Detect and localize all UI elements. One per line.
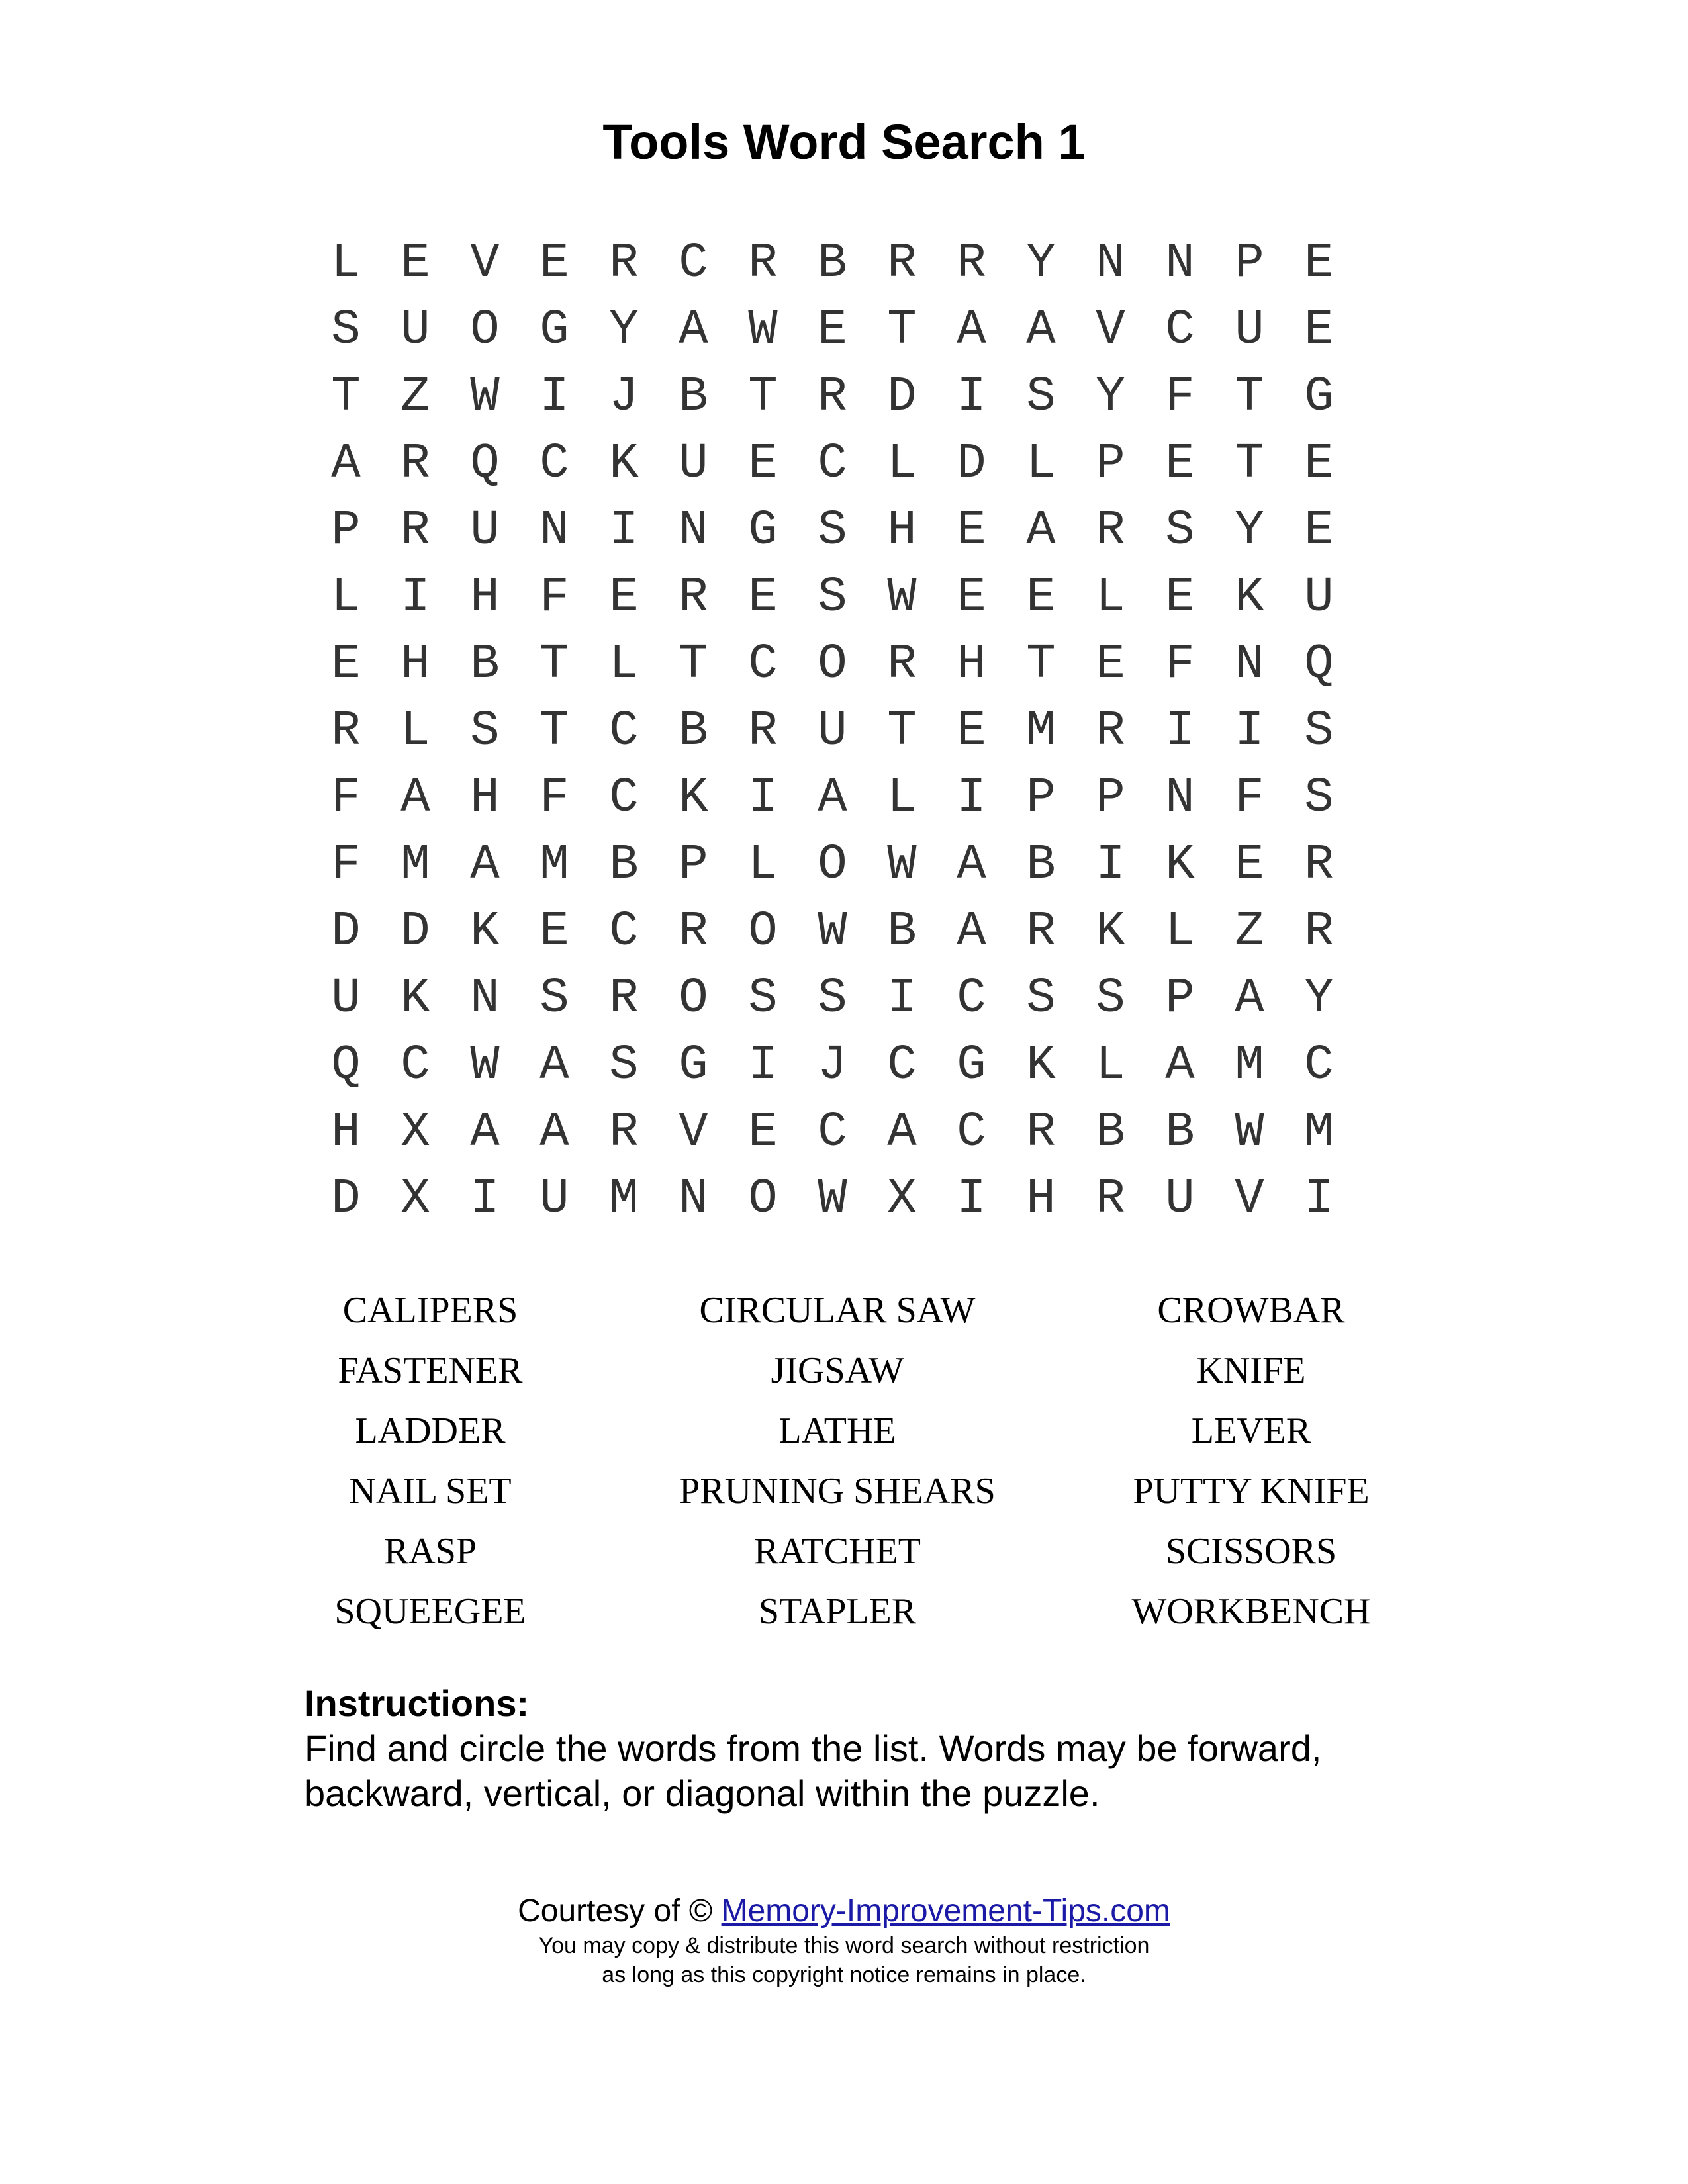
- grid-letter: M: [609, 1171, 639, 1227]
- grid-letter: N: [539, 503, 569, 559]
- grid-letter: U: [1304, 570, 1334, 625]
- grid-letter: R: [818, 369, 847, 425]
- grid-letter: E: [748, 436, 778, 492]
- grid-letter: N: [679, 1171, 708, 1227]
- grid-letter: I: [400, 570, 430, 625]
- grid-letter: H: [331, 1105, 361, 1160]
- page-title: Tools Word Search 1: [602, 114, 1086, 169]
- grid-letter: M: [1304, 1105, 1334, 1160]
- grid-letter: I: [1304, 1171, 1334, 1227]
- grid-letter: T: [748, 369, 778, 425]
- grid-letter: T: [1026, 637, 1056, 692]
- grid-letter: I: [748, 1038, 778, 1093]
- grid-letter: W: [470, 1038, 500, 1093]
- grid-letter: C: [400, 1038, 430, 1093]
- grid-letter: C: [609, 770, 639, 826]
- grid-letter: I: [957, 770, 986, 826]
- grid-letter: S: [818, 570, 847, 625]
- grid-letter: E: [748, 570, 778, 625]
- grid-letter: A: [887, 1105, 917, 1160]
- grid-letter: L: [609, 637, 639, 692]
- grid-letter: S: [609, 1038, 639, 1093]
- grid-letter: S: [1304, 770, 1334, 826]
- grid-letter: H: [1026, 1171, 1056, 1227]
- grid-letter: R: [1026, 904, 1056, 960]
- grid-letter: D: [331, 904, 361, 960]
- grid-letter: O: [818, 637, 847, 692]
- grid-letter: W: [887, 837, 917, 893]
- grid-letter: N: [1165, 770, 1195, 826]
- grid-letter: B: [1165, 1105, 1195, 1160]
- grid-letter: I: [887, 971, 917, 1026]
- instructions-line-1: Find and circle the words from the list. Words may be forward,: [305, 1727, 1322, 1769]
- grid-letter: E: [1096, 637, 1125, 692]
- grid-letter: R: [400, 503, 430, 559]
- word-list-item: FASTENER: [338, 1350, 523, 1391]
- word-list-item: LEVER: [1191, 1410, 1311, 1451]
- grid-letter: T: [1235, 436, 1264, 492]
- grid-row: [311, 1099, 1383, 1166]
- grid-letter: O: [470, 302, 500, 358]
- grid-letter: R: [609, 971, 639, 1026]
- grid-letter: K: [609, 436, 639, 492]
- grid-letter: F: [331, 770, 361, 826]
- grid-letter: G: [748, 503, 778, 559]
- grid-letter: R: [1096, 1171, 1125, 1227]
- grid-letter: E: [400, 236, 430, 291]
- grid-row: [311, 498, 1383, 565]
- grid-letter: C: [957, 1105, 986, 1160]
- grid-letter: R: [609, 236, 639, 291]
- grid-row: [311, 297, 1383, 364]
- grid-letter: P: [1096, 436, 1125, 492]
- grid-letter: M: [1026, 704, 1056, 759]
- grid-letter: D: [957, 436, 986, 492]
- grid-letter: E: [957, 570, 986, 625]
- grid-letter: B: [679, 369, 708, 425]
- grid-letter: X: [400, 1171, 430, 1227]
- grid-letter: W: [818, 904, 847, 960]
- grid-letter: A: [1165, 1038, 1195, 1093]
- grid-letter: U: [1235, 302, 1264, 358]
- grid-letter: S: [1026, 971, 1056, 1026]
- grid-letter: C: [957, 971, 986, 1026]
- word-list-item: LADDER: [355, 1410, 506, 1451]
- grid-letter: C: [818, 1105, 847, 1160]
- grid-letter: L: [1165, 904, 1195, 960]
- grid-letter: A: [1026, 503, 1056, 559]
- grid-letter: P: [331, 503, 361, 559]
- grid-letter: I: [1235, 704, 1264, 759]
- grid-letter: C: [1304, 1038, 1334, 1093]
- grid-letter: B: [609, 837, 639, 893]
- grid-letter: O: [748, 1171, 778, 1227]
- grid-letter: F: [1235, 770, 1264, 826]
- grid-letter: S: [818, 971, 847, 1026]
- grid-letter: I: [539, 369, 569, 425]
- grid-letter: B: [470, 637, 500, 692]
- grid-letter: F: [331, 837, 361, 893]
- grid-letter: R: [331, 704, 361, 759]
- grid-letter: K: [679, 770, 708, 826]
- grid-letter: A: [679, 302, 708, 358]
- word-search-grid: [311, 230, 1383, 1233]
- grid-letter: E: [1165, 436, 1195, 492]
- grid-letter: U: [470, 503, 500, 559]
- grid-letter: Y: [609, 302, 639, 358]
- grid-letter: J: [818, 1038, 847, 1093]
- grid-letter: P: [1235, 236, 1264, 291]
- grid-letter: U: [679, 436, 708, 492]
- instructions-heading: Instructions:: [305, 1682, 530, 1724]
- grid-row: [311, 565, 1383, 631]
- grid-letter: H: [400, 637, 430, 692]
- grid-letter: R: [609, 1105, 639, 1160]
- grid-letter: S: [331, 302, 361, 358]
- grid-letter: L: [748, 837, 778, 893]
- grid-letter: E: [957, 503, 986, 559]
- instructions-line-2: backward, vertical, or diagonal within the puzzle.: [305, 1772, 1100, 1814]
- grid-letter: P: [1026, 770, 1056, 826]
- word-list-item: PRUNING SHEARS: [679, 1471, 996, 1512]
- footer: [0, 1891, 1688, 1989]
- word-list-item: KNIFE: [1196, 1350, 1306, 1391]
- grid-letter: G: [679, 1038, 708, 1093]
- grid-letter: I: [957, 369, 986, 425]
- grid-row: [311, 431, 1383, 498]
- grid-letter: A: [331, 436, 361, 492]
- grid-letter: X: [400, 1105, 430, 1160]
- grid-letter: A: [400, 770, 430, 826]
- grid-letter: L: [887, 436, 917, 492]
- grid-letter: G: [539, 302, 569, 358]
- grid-letter: E: [609, 570, 639, 625]
- grid-letter: Y: [1304, 971, 1334, 1026]
- grid-letter: T: [1235, 369, 1264, 425]
- grid-letter: A: [957, 837, 986, 893]
- grid-letter: M: [400, 837, 430, 893]
- grid-letter: R: [679, 570, 708, 625]
- grid-letter: L: [1096, 570, 1125, 625]
- grid-letter: T: [887, 302, 917, 358]
- grid-row: [311, 364, 1383, 431]
- grid-row: [311, 832, 1383, 899]
- grid-letter: C: [609, 704, 639, 759]
- grid-letter: S: [470, 704, 500, 759]
- grid-letter: Y: [1026, 236, 1056, 291]
- grid-letter: A: [1026, 302, 1056, 358]
- grid-letter: B: [887, 904, 917, 960]
- grid-letter: M: [1235, 1038, 1264, 1093]
- grid-letter: M: [539, 837, 569, 893]
- grid-letter: L: [887, 770, 917, 826]
- grid-letter: A: [957, 302, 986, 358]
- grid-letter: D: [331, 1171, 361, 1227]
- grid-letter: A: [539, 1105, 569, 1160]
- grid-letter: I: [1165, 704, 1195, 759]
- grid-letter: E: [1165, 570, 1195, 625]
- grid-letter: N: [679, 503, 708, 559]
- grid-letter: I: [748, 770, 778, 826]
- grid-letter: E: [957, 704, 986, 759]
- grid-letter: R: [1026, 1105, 1056, 1160]
- grid-letter: B: [818, 236, 847, 291]
- grid-letter: R: [1096, 503, 1125, 559]
- grid-letter: L: [331, 570, 361, 625]
- grid-letter: U: [331, 971, 361, 1026]
- grid-letter: L: [331, 236, 361, 291]
- grid-letter: W: [748, 302, 778, 358]
- grid-letter: A: [539, 1038, 569, 1093]
- word-list-item: CROWBAR: [1157, 1290, 1345, 1331]
- grid-letter: I: [609, 503, 639, 559]
- grid-letter: X: [887, 1171, 917, 1227]
- word-list-item: SQUEEGEE: [334, 1591, 526, 1632]
- word-list-item: CIRCULAR SAW: [699, 1290, 976, 1331]
- instructions-text: [305, 1726, 1430, 1816]
- grid-letter: B: [1026, 837, 1056, 893]
- grid-letter: E: [539, 904, 569, 960]
- grid-letter: F: [539, 570, 569, 625]
- grid-letter: R: [679, 904, 708, 960]
- grid-letter: K: [1235, 570, 1264, 625]
- word-list-item: SCISSORS: [1165, 1531, 1337, 1572]
- grid-letter: N: [1096, 236, 1125, 291]
- grid-letter: C: [539, 436, 569, 492]
- grid-letter: E: [1304, 236, 1334, 291]
- grid-letter: E: [1235, 837, 1264, 893]
- grid-row: [311, 899, 1383, 966]
- grid-letter: C: [679, 236, 708, 291]
- grid-letter: A: [957, 904, 986, 960]
- grid-letter: G: [1304, 369, 1334, 425]
- grid-letter: W: [887, 570, 917, 625]
- grid-letter: V: [470, 236, 500, 291]
- courtesy-line: [0, 1891, 1688, 1931]
- grid-letter: I: [957, 1171, 986, 1227]
- grid-row: [311, 1166, 1383, 1233]
- grid-letter: N: [1165, 236, 1195, 291]
- grid-letter: R: [887, 236, 917, 291]
- grid-letter: S: [1096, 971, 1125, 1026]
- word-list-item: PUTTY KNIFE: [1133, 1471, 1370, 1512]
- grid-letter: K: [470, 904, 500, 960]
- grid-letter: B: [1096, 1105, 1125, 1160]
- grid-letter: H: [470, 770, 500, 826]
- word-list-item: RATCHET: [754, 1531, 921, 1572]
- grid-letter: A: [818, 770, 847, 826]
- grid-letter: V: [1096, 302, 1125, 358]
- grid-letter: K: [1026, 1038, 1056, 1093]
- grid-letter: T: [887, 704, 917, 759]
- grid-letter: E: [1304, 503, 1334, 559]
- grid-letter: O: [818, 837, 847, 893]
- grid-letter: A: [470, 1105, 500, 1160]
- word-list-item: STAPLER: [758, 1591, 917, 1632]
- grid-letter: R: [957, 236, 986, 291]
- grid-row: [311, 631, 1383, 698]
- grid-letter: S: [1304, 704, 1334, 759]
- grid-letter: A: [1235, 971, 1264, 1026]
- grid-letter: Z: [1235, 904, 1264, 960]
- grid-letter: C: [887, 1038, 917, 1093]
- grid-letter: R: [1096, 704, 1125, 759]
- grid-letter: A: [470, 837, 500, 893]
- word-list-item: RASP: [383, 1531, 477, 1572]
- grid-letter: T: [331, 369, 361, 425]
- grid-letter: V: [679, 1105, 708, 1160]
- courtesy-prefix: Courtesy of ©: [518, 1893, 713, 1929]
- grid-letter: E: [1304, 436, 1334, 492]
- grid-letter: H: [887, 503, 917, 559]
- grid-letter: P: [1096, 770, 1125, 826]
- grid-letter: R: [748, 236, 778, 291]
- site-link[interactable]: Memory-Improvement-Tips.com: [721, 1893, 1170, 1929]
- grid-letter: O: [679, 971, 708, 1026]
- grid-letter: E: [331, 637, 361, 692]
- grid-letter: T: [539, 704, 569, 759]
- word-list-item: LATHE: [778, 1410, 896, 1451]
- grid-letter: D: [400, 904, 430, 960]
- grid-letter: T: [539, 637, 569, 692]
- grid-letter: K: [1096, 904, 1125, 960]
- grid-letter: L: [400, 704, 430, 759]
- grid-letter: G: [957, 1038, 986, 1093]
- grid-letter: R: [748, 704, 778, 759]
- word-list: [288, 1281, 1400, 1642]
- grid-letter: U: [818, 704, 847, 759]
- grid-letter: Y: [1096, 369, 1125, 425]
- grid-row: [311, 698, 1383, 765]
- grid-letter: Q: [331, 1038, 361, 1093]
- grid-letter: H: [957, 637, 986, 692]
- grid-letter: L: [1096, 1038, 1125, 1093]
- grid-row: [311, 230, 1383, 297]
- grid-row: [311, 1032, 1383, 1099]
- grid-letter: N: [470, 971, 500, 1026]
- grid-letter: U: [400, 302, 430, 358]
- copyright-notice-line-1: You may copy & distribute this word search without restriction: [538, 1933, 1150, 1958]
- copyright-notice-line-2: as long as this copyright notice remains in place.: [602, 1962, 1086, 1987]
- grid-letter: Z: [400, 369, 430, 425]
- grid-letter: C: [609, 904, 639, 960]
- grid-letter: I: [470, 1171, 500, 1227]
- grid-letter: S: [748, 971, 778, 1026]
- grid-letter: S: [1165, 503, 1195, 559]
- grid-letter: D: [887, 369, 917, 425]
- grid-letter: R: [1304, 837, 1334, 893]
- grid-letter: F: [1165, 637, 1195, 692]
- word-list-item: WORKBENCH: [1131, 1591, 1371, 1632]
- grid-letter: W: [1235, 1105, 1264, 1160]
- grid-row: [311, 765, 1383, 832]
- grid-letter: Y: [1235, 503, 1264, 559]
- grid-letter: F: [539, 770, 569, 826]
- grid-letter: U: [539, 1171, 569, 1227]
- grid-row: [311, 966, 1383, 1032]
- grid-letter: O: [748, 904, 778, 960]
- grid-letter: Q: [1304, 637, 1334, 692]
- grid-letter: N: [1235, 637, 1264, 692]
- grid-letter: S: [1026, 369, 1056, 425]
- grid-letter: B: [679, 704, 708, 759]
- grid-letter: S: [539, 971, 569, 1026]
- grid-letter: K: [400, 971, 430, 1026]
- grid-letter: C: [818, 436, 847, 492]
- grid-letter: P: [679, 837, 708, 893]
- grid-letter: R: [400, 436, 430, 492]
- grid-letter: W: [818, 1171, 847, 1227]
- grid-letter: T: [679, 637, 708, 692]
- grid-letter: R: [887, 637, 917, 692]
- grid-letter: P: [1165, 971, 1195, 1026]
- grid-letter: K: [1165, 837, 1195, 893]
- grid-letter: E: [1304, 302, 1334, 358]
- word-list-item: JIGSAW: [771, 1350, 904, 1391]
- word-list-item: NAIL SET: [349, 1471, 512, 1512]
- grid-letter: E: [818, 302, 847, 358]
- grid-letter: E: [748, 1105, 778, 1160]
- grid-letter: I: [1096, 837, 1125, 893]
- word-list-item: CALIPERS: [342, 1290, 518, 1331]
- grid-letter: H: [470, 570, 500, 625]
- grid-letter: E: [1026, 570, 1056, 625]
- grid-letter: J: [609, 369, 639, 425]
- grid-letter: Q: [470, 436, 500, 492]
- grid-letter: U: [1165, 1171, 1195, 1227]
- grid-letter: E: [539, 236, 569, 291]
- grid-letter: S: [818, 503, 847, 559]
- grid-letter: C: [1165, 302, 1195, 358]
- grid-letter: F: [1165, 369, 1195, 425]
- grid-letter: R: [1304, 904, 1334, 960]
- grid-letter: W: [470, 369, 500, 425]
- grid-letter: C: [748, 637, 778, 692]
- grid-letter: L: [1026, 436, 1056, 492]
- grid-letter: V: [1235, 1171, 1264, 1227]
